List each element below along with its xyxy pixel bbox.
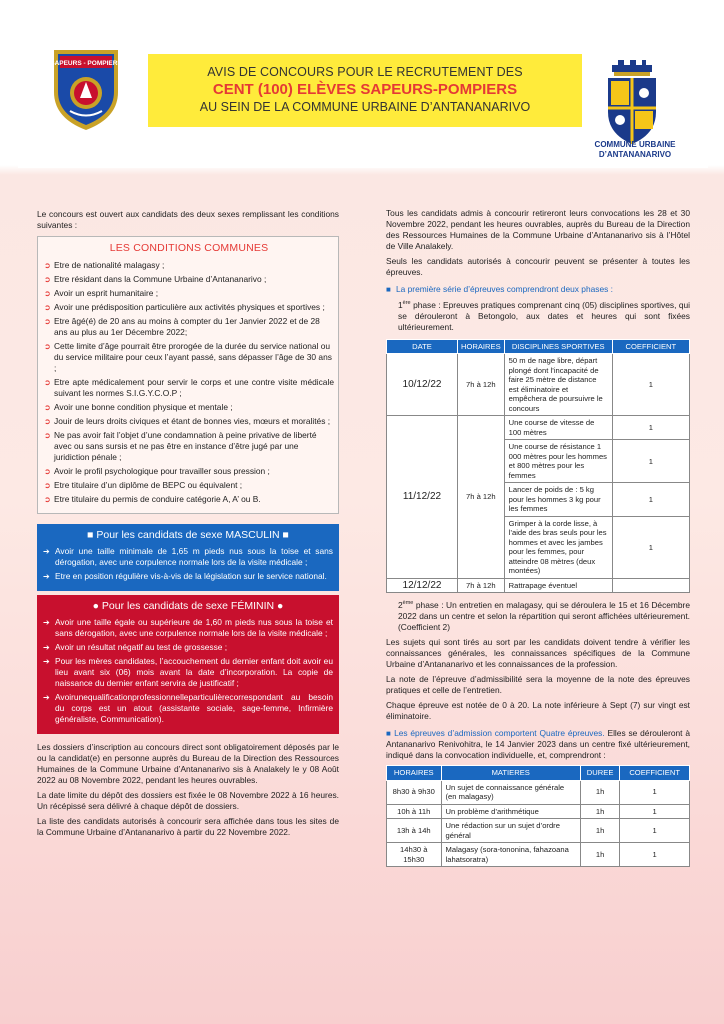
convocation-paragraph: Tous les candidats admis à concourir retireront leurs convocations les 28 et 30 Novembre 2022, pendant les heures ouvrables, auprès du Bureau de la Direction des Ressources Humaines de la Commune Urbaine d’Antananarivo sis à l’Hôtel de Ville Analakely. xyxy=(386,208,690,251)
arrow-right-icon: ➔ xyxy=(43,572,50,581)
masculin-item: ➔ Avoir une taille minimale de 1,65 m pieds nus sous la toise et sans dérogation, avec une corpulence normale lors de la visite médicale ; xyxy=(43,546,333,567)
common-conditions-box xyxy=(37,236,339,514)
admission-paragraph: ■ Les épreuves d’admission comportent Quatre épreuves. Elles se dérouleront à Antananarivo Renivohitra, le 14 Janvier 2023 dans un centre fixé ultérieurement, indiqué dans la convocation individuelle, et, comprendront : xyxy=(386,728,690,761)
arrow-icon: ➲ xyxy=(44,317,51,326)
phase2-paragraph: 2ème phase : Un entretien en malagasy, qui se déroulera le 15 et 16 Décembre 2022 dans un centre et selon la répartition qui seront affichées ultérieurement. (Coefficient 2) xyxy=(398,600,690,633)
table-cell: 1h xyxy=(580,804,619,819)
table-cell: 10/12/22 xyxy=(387,354,458,416)
closing-paragraph: La liste des candidats autorisés à concourir sera affichée dans tous les sites de la Commune Urbaine d’Antananarivo à partir du 22 Novembre 2022. xyxy=(37,816,339,837)
masculin-title: ■ Pour les candidats de sexe MASCULIN ■ xyxy=(87,529,289,541)
condition-item: ➲ Etre âgé(é) de 20 ans au moins à compter du 1er Janvier 2022 et de 28 ans au plus au 1er Décembre 2022; xyxy=(44,316,320,337)
masculin-box xyxy=(37,524,339,591)
table-cell: 1 xyxy=(612,440,689,483)
table-cell: 1 xyxy=(612,483,689,517)
table-cell: Lancer de poids de : 5 kg pour les hommes 3 kg pour les femmes xyxy=(504,483,612,517)
arrow-right-icon: ➔ xyxy=(43,643,50,652)
condition-item: ➲ Jouir de leurs droits civiques et étant de bonnes vies, mœurs et moralités ; xyxy=(44,416,331,426)
feminin-title: ● Pour les candidats de sexe FÉMININ ● xyxy=(92,600,284,612)
arrow-right-icon: ➔ xyxy=(43,618,50,627)
table-cell: Une course de vitesse de 100 mètres xyxy=(504,416,612,440)
table-header: COEFFICIENT xyxy=(620,766,690,781)
sapeurs-pompiers-logo xyxy=(50,48,122,132)
condition-item: ➲ Etre titulaire d’un diplôme de BEPC ou équivalent ; xyxy=(44,480,243,490)
condition-item: ➲ Etre titulaire du permis de conduire catégorie A, A’ ou B. xyxy=(44,494,261,504)
commune-line1: COMMUNE URBAINE xyxy=(594,140,676,149)
arrow-icon: ➲ xyxy=(44,495,51,504)
sports-table xyxy=(386,339,690,594)
title-line1: AVIS DE CONCOURS POUR LE RECRUTEMENT DES xyxy=(207,65,523,79)
table-cell: 13h à 14h xyxy=(387,819,442,843)
condition-item: ➲ Avoir une bonne condition physique et mentale ; xyxy=(44,402,233,412)
arrow-icon: ➲ xyxy=(44,289,51,298)
feminin-item: ➔ Avoir un résultat négatif au test de grossesse ; xyxy=(43,642,228,652)
title-line2: CENT (100) ELÈVES SAPEURS-POMPIERS xyxy=(212,81,518,98)
table-cell: 7h à 12h xyxy=(457,354,504,416)
grading-paragraph: Chaque épreuve est notée de 0 à 20. La note inférieure à Sept (7) sur vingt est éliminatoire. xyxy=(386,700,690,722)
right-column xyxy=(386,208,690,867)
table-cell: 1 xyxy=(612,416,689,440)
arrow-right-icon: ➔ xyxy=(43,693,50,702)
table-cell: 1h xyxy=(580,780,619,804)
title-line3: AU SEIN DE LA COMMUNE URBAINE D’ANTANANARIVO xyxy=(199,100,531,114)
table-header: COEFFICIENT xyxy=(612,339,689,354)
condition-item: ➲ Etre de nationalité malagasy ; xyxy=(44,260,165,270)
feminin-item: ➔ Pour les mères candidates, l’accouchement du dernier enfant doit avoir eu lieu avant six (06) mois avant la date d’incorporation. La copie de naissance du dernier enfant servira de justificatif ; xyxy=(43,656,333,688)
arrow-right-icon: ➔ xyxy=(43,657,50,666)
intro-text: Le concours est ouvert aux candidats des deux sexes remplissant les conditions suivantes : xyxy=(37,209,339,230)
arrow-icon: ➲ xyxy=(44,431,51,440)
table-cell: 12/12/22 xyxy=(387,578,458,593)
authorized-paragraph: Seuls les candidats autorisés à concourir peuvent se présenter à toutes les épreuves. xyxy=(386,256,690,277)
table-cell: 1 xyxy=(612,354,689,416)
table-cell: 11/12/22 xyxy=(387,416,458,579)
arrow-icon: ➲ xyxy=(44,275,51,284)
table-cell: 50 m de nage libre, départ plongé dont l’incapacité de faire 25 mètre de distance est éliminatoire et empêchera de poursuivre le concours xyxy=(504,354,612,416)
square-bullet-icon: ■ xyxy=(386,729,395,739)
square-bullet-icon: ■ xyxy=(386,285,391,294)
feminin-item: ➔ Avoirunequalificationprofessionnelleparticulièrecorrespondant au besoin du corps est un atout (assistante sociale, sage-femme, Infirmière généraliste, Communication). xyxy=(43,692,333,724)
logo-left-label: SAPEURS - POMPIERS xyxy=(50,60,122,67)
table-row xyxy=(387,843,690,867)
arrow-right-icon: ➔ xyxy=(43,547,50,556)
table-cell: Rattrapage éventuel xyxy=(504,578,612,593)
table-header: DISCIPLINES SPORTIVES xyxy=(504,339,612,354)
table-cell: 14h30 à 15h30 xyxy=(387,843,442,867)
table-cell: Une rédaction sur un sujet d’ordre général xyxy=(441,819,580,843)
table-header-row xyxy=(387,766,690,781)
table-cell: 1h xyxy=(580,819,619,843)
table-cell: 10h à 11h xyxy=(387,804,442,819)
condition-item: ➲ Ne pas avoir fait l’objet d’une condamnation à peine privative de liberté avec ou sans sursis et ne pas être en instance d’être jugé par une juridiction pénale ; xyxy=(44,430,317,462)
table-header: DUREE xyxy=(580,766,619,781)
arrow-icon: ➲ xyxy=(44,303,51,312)
table-header: HORAIRES xyxy=(457,339,504,354)
condition-item: ➲ Etre apte médicalement pour servir le corps et une contre visite médicale suivant les normes S.I.G.Y.C.O.P ; xyxy=(44,377,334,398)
closing-paragraph: Les dossiers d’inscription au concours direct sont obligatoirement déposés par le ou la candidat(e) en personne auprès du Bureau de la Direction des Ressources Humaines de la Commune Urbaine d’Antananarivo sis à Analakely le y 08 Août 2022 au 08 Novembre 2022, pendant les heures ouvrables. xyxy=(37,742,339,785)
arrow-icon: ➲ xyxy=(44,261,51,270)
table-row xyxy=(387,354,690,416)
commune-line2: D’ANTANANARIVO xyxy=(598,150,672,159)
closing-paragraph: La date limite du dépôt des dossiers est fixée le 08 Novembre 2022 à 16 heures. Un récépissé sera délivré à chaque dépôt de dossiers. xyxy=(37,790,339,811)
table-cell: 8h30 à 9h30 xyxy=(387,780,442,804)
table-row xyxy=(387,819,690,843)
table-cell: Malagasy (sora-tononina, fahazoana lahatsoratra) xyxy=(441,843,580,867)
table-header: DATE xyxy=(387,339,458,354)
subjects-paragraph: Les sujets qui sont tirés au sort par les candidats doivent tendre à vérifier les connaissances générales, les connaissances spécifiques de la Commune Urbaine d’Antananarivo et les connaissances de la profession. xyxy=(386,637,690,670)
table-cell: 1 xyxy=(620,780,690,804)
table-cell: 7h à 12h xyxy=(457,578,504,593)
admission-table xyxy=(386,765,690,867)
table-cell: 1 xyxy=(620,819,690,843)
commune-name xyxy=(580,140,690,160)
table-header-row xyxy=(387,339,690,354)
table-cell xyxy=(612,578,689,593)
left-column xyxy=(37,209,339,842)
condition-item: ➲ Cette limite d’âge pourrait être prorogée de la durée du service national ou du service militaire pour ceux l’ayant passé, sans dépasser l’âge de 30 ans ; xyxy=(44,341,332,373)
table-row xyxy=(387,416,690,440)
table-header: HORAIRES xyxy=(387,766,442,781)
table-cell: 1 xyxy=(620,843,690,867)
first-series-heading: ■ La première série d’épreuves comprendront deux phases : xyxy=(386,284,613,294)
phase1-paragraph: 1ère phase : Epreuves pratiques comprenant cinq (05) disciplines sportives, qui se dérouleront à Betongolo, aux dates et heures qui sont fixées ultérieurement. xyxy=(398,299,691,332)
arrow-icon: ➲ xyxy=(44,378,51,387)
condition-item: ➲ Avoir le profil psychologique pour travailler sous pression ; xyxy=(44,466,270,476)
table-cell: 1 xyxy=(620,804,690,819)
arrow-icon: ➲ xyxy=(44,481,51,490)
table-cell: Une course de résistance 1 000 mètres pour les hommes et 800 mètres pour les femmes xyxy=(504,440,612,483)
condition-item: ➲ Avoir une prédisposition particulière aux activités physiques et sportives ; xyxy=(44,302,325,312)
title-banner xyxy=(148,54,582,127)
arrow-icon: ➲ xyxy=(44,342,51,351)
common-conditions-title: LES CONDITIONS COMMUNES xyxy=(109,242,269,254)
arrow-icon: ➲ xyxy=(44,403,51,412)
table-row xyxy=(387,804,690,819)
feminin-item: ➔ Avoir une taille égale ou supérieure de 1,60 m pieds nus sous la toise et sans dérogation, avec une corpulence normale lors de la visite médicale ; xyxy=(43,617,333,638)
table-cell: Un problème d’arithmétique xyxy=(441,804,580,819)
table-header: MATIERES xyxy=(441,766,580,781)
table-cell: Grimper à la corde lisse, à l’aide des bras seuls pour les hommes et avec les jambes pour les femmes, pour atteindre 08 mètres (deux montées) xyxy=(504,516,612,578)
feminin-box xyxy=(37,595,339,734)
arrow-icon: ➲ xyxy=(44,417,51,426)
condition-item: ➲ Etre résidant dans la Commune Urbaine d’Antananarivo ; xyxy=(44,274,267,284)
table-cell: 1 xyxy=(612,516,689,578)
table-cell: 7h à 12h xyxy=(457,416,504,579)
arrow-icon: ➲ xyxy=(44,467,51,476)
table-cell: Un sujet de connaissance générale (en malagasy) xyxy=(441,780,580,804)
table-cell: 1h xyxy=(580,843,619,867)
table-row xyxy=(387,780,690,804)
condition-item: ➲ Avoir un esprit humanitaire ; xyxy=(44,288,159,298)
table-row xyxy=(387,578,690,593)
masculin-item: ➔ Etre en position régulière vis-à-vis de la législation sur le service national. xyxy=(43,571,327,581)
admissibility-paragraph: La note de l’épreuve d’admissibilité sera la moyenne de la note des épreuves pratiques et celle de l’entretien. xyxy=(386,674,690,696)
